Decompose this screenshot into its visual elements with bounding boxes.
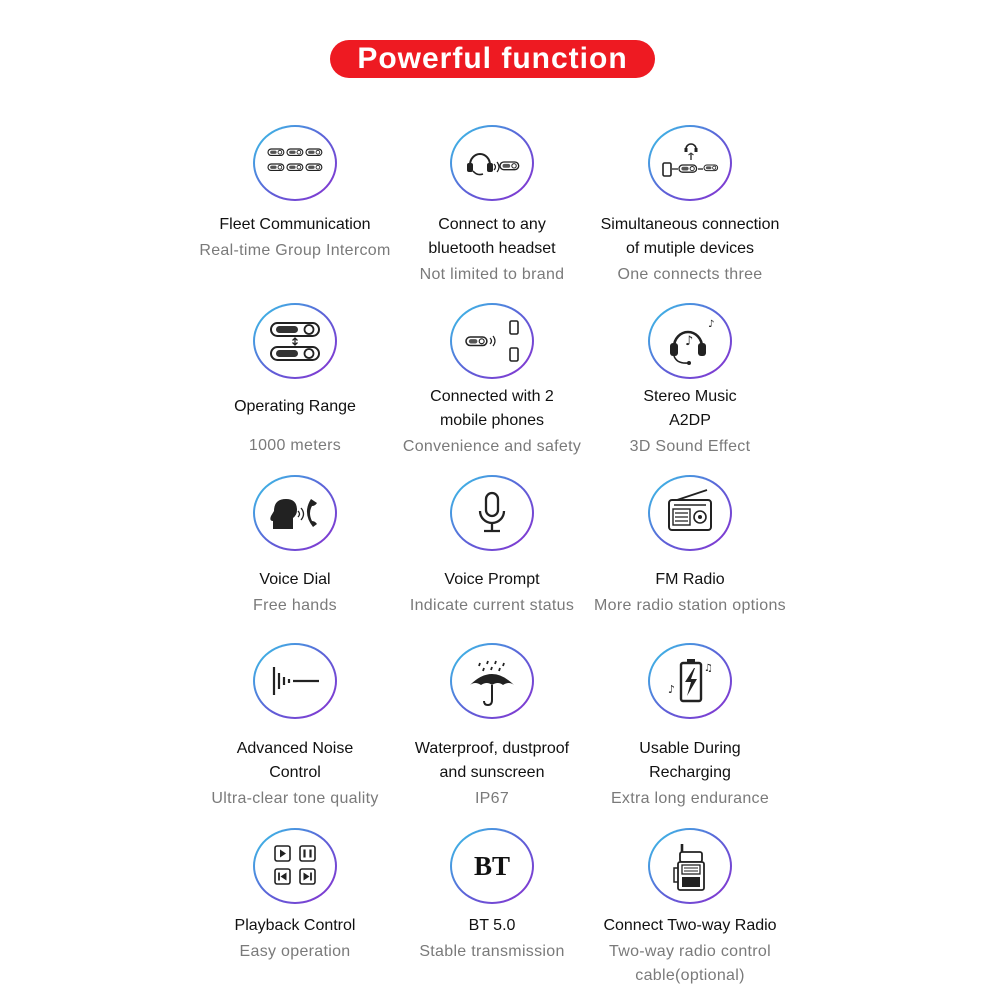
bt-icon bbox=[452, 830, 532, 902]
feature-subtitle-line: Not limited to brand bbox=[419, 266, 565, 283]
feature-title-line: BT 5.0 bbox=[468, 917, 516, 934]
feature-title-line: Voice Dial bbox=[259, 571, 331, 588]
icon-ring bbox=[253, 125, 337, 201]
icon-ring bbox=[450, 303, 534, 379]
radio-icon bbox=[650, 477, 730, 549]
icon-ring bbox=[253, 303, 337, 379]
svg-text:♪: ♪ bbox=[668, 683, 676, 696]
icon-ring bbox=[450, 475, 534, 551]
bt-icon-label: BT bbox=[473, 850, 511, 881]
feature-title-line: Connect Two-way Radio bbox=[603, 917, 777, 934]
feature-subtitle-line: Two-way radio control bbox=[609, 943, 771, 960]
feature-subtitle-line: Real-time Group Intercom bbox=[199, 242, 391, 259]
battery-charging-icon bbox=[650, 645, 730, 717]
voice-dial-icon bbox=[255, 477, 335, 549]
icon-ring bbox=[450, 828, 534, 904]
feature-title-line: A2DP bbox=[669, 412, 711, 429]
feature-title-line: Control bbox=[269, 764, 321, 781]
feature-title-line: and sunscreen bbox=[439, 764, 545, 781]
icon-ring bbox=[450, 125, 534, 201]
feature-title-line: Stereo Music bbox=[643, 388, 737, 405]
fleet-intercom-icon bbox=[255, 127, 335, 199]
feature-subtitle-line: 1000 meters bbox=[248, 437, 342, 454]
feature-title-line: mobile phones bbox=[439, 412, 545, 429]
feature-subtitle-line: Ultra-clear tone quality bbox=[211, 790, 379, 807]
feature-subtitle-line: More radio station options bbox=[594, 597, 786, 614]
umbrella-icon bbox=[452, 645, 532, 717]
feature-title-line: Playback Control bbox=[234, 917, 356, 934]
feature-title-line: FM Radio bbox=[655, 571, 725, 588]
feature-title-line: bluetooth headset bbox=[428, 240, 556, 257]
feature-subtitle-line: Extra long endurance bbox=[610, 790, 770, 807]
page-title-banner bbox=[330, 40, 655, 78]
microphone-icon bbox=[452, 477, 532, 549]
feature-subtitle-line: cable(optional) bbox=[635, 967, 745, 984]
icon-ring bbox=[648, 643, 732, 719]
feature-title-line: Simultaneous connection bbox=[600, 216, 780, 233]
svg-text:♪: ♪ bbox=[685, 334, 694, 349]
icon-ring bbox=[648, 303, 732, 379]
feature-title-line: Usable During bbox=[639, 740, 741, 757]
feature-title-line: Recharging bbox=[649, 764, 731, 781]
feature-title-line: Operating Range bbox=[234, 398, 356, 415]
feature-title-line: Waterproof, dustproof bbox=[414, 740, 570, 757]
page-title: Powerful function bbox=[357, 42, 628, 75]
dual-phone-icon bbox=[452, 305, 532, 377]
headset-connect-icon bbox=[452, 127, 532, 199]
svg-text:♫: ♫ bbox=[704, 663, 713, 674]
feature-title-line: Fleet Communication bbox=[219, 216, 371, 233]
feature-subtitle-line: IP67 bbox=[474, 790, 510, 807]
noise-control-icon bbox=[255, 645, 335, 717]
icon-ring bbox=[450, 643, 534, 719]
playback-controls-icon bbox=[255, 830, 335, 902]
feature-title-line: Connect to any bbox=[438, 216, 546, 233]
range-icon bbox=[255, 305, 335, 377]
multi-device-icon bbox=[650, 127, 730, 199]
stereo-headphone-icon bbox=[650, 305, 730, 377]
icon-ring bbox=[648, 828, 732, 904]
feature-subtitle-line: Indicate current status bbox=[409, 597, 575, 614]
feature-subtitle-line: One connects three bbox=[617, 266, 763, 283]
feature-subtitle-line: Free hands bbox=[253, 597, 337, 614]
feature-title-line: of mutiple devices bbox=[625, 240, 755, 257]
feature-subtitle-line: Easy operation bbox=[239, 943, 351, 960]
icon-ring bbox=[253, 643, 337, 719]
icon-ring bbox=[253, 475, 337, 551]
svg-text:♪: ♪ bbox=[708, 319, 715, 330]
feature-subtitle-line: Stable transmission bbox=[419, 943, 565, 960]
feature-subtitle-line: Convenience and safety bbox=[402, 438, 582, 455]
feature-title-line: Connected with 2 bbox=[430, 388, 554, 405]
walkie-talkie-icon bbox=[650, 830, 730, 902]
feature-title-line: Voice Prompt bbox=[444, 571, 540, 588]
icon-ring bbox=[648, 125, 732, 201]
feature-subtitle-line: 3D Sound Effect bbox=[629, 438, 751, 455]
icon-ring bbox=[648, 475, 732, 551]
icon-ring bbox=[253, 828, 337, 904]
feature-title-line: Advanced Noise bbox=[236, 740, 354, 757]
